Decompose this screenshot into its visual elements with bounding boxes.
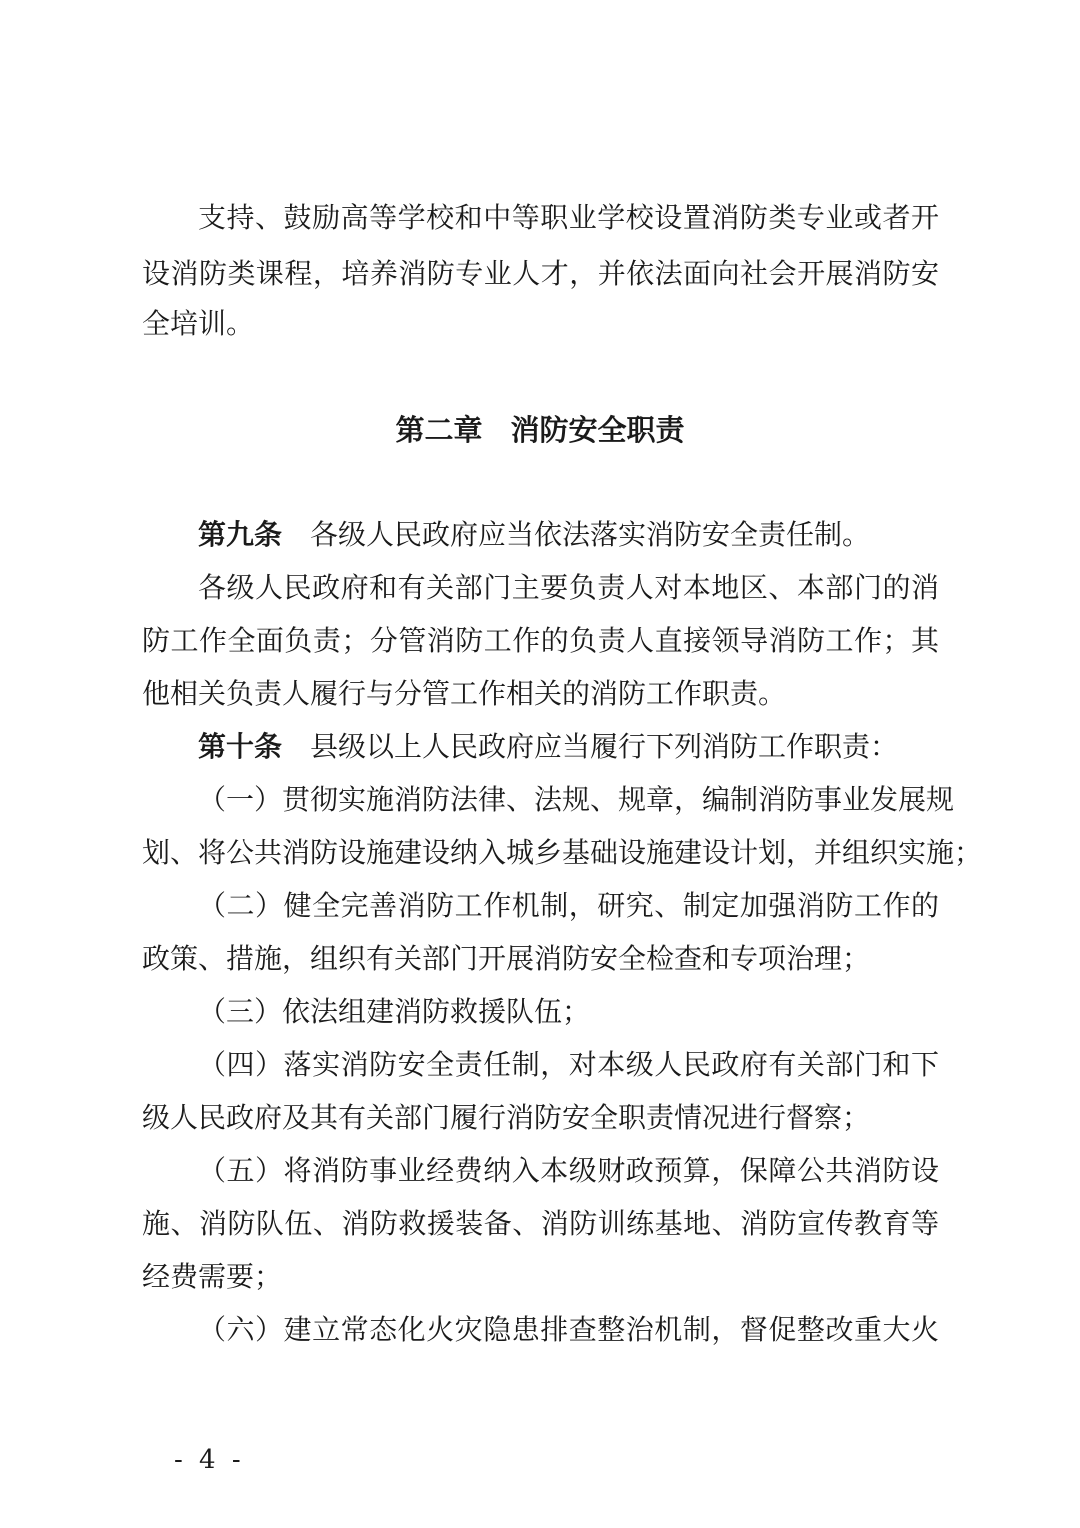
page-number: - 4 -: [174, 1445, 245, 1475]
intro-line-1: 支持、鼓励高等学校和中等职业学校设置消防类专业或者开: [198, 201, 939, 234]
article-10-label: 第十条: [198, 730, 283, 763]
item-5-line-2: 施、消防队伍、消防救援装备、消防训练基地、消防宣传教育等: [142, 1207, 939, 1240]
item-1-line-1: （一）贯彻实施消防法律、法规、规章，编制消防事业发展规: [198, 783, 955, 816]
article-9-para2-line-3: 他相关负责人履行与分管工作相关的消防工作职责。: [142, 677, 787, 710]
item-3-line-1: （三）依法组建消防救援队伍；: [198, 995, 591, 1028]
article-9-label: 第九条: [198, 518, 283, 551]
item-5-line-3: 经费需要；: [142, 1260, 283, 1293]
article-9-line: [198, 515, 939, 555]
article-9-para2-line-2: 防工作全面负责；分管消防工作的负责人直接领导消防工作；其: [142, 624, 939, 657]
item-4-line-1: （四）落实消防安全责任制，对本级人民政府有关部门和下: [198, 1048, 939, 1081]
item-5-line-1: （五）将消防事业经费纳入本级财政预算，保障公共消防设: [198, 1154, 939, 1187]
chapter-title: 消防安全职责: [510, 413, 685, 447]
chapter-heading: [0, 410, 1080, 450]
item-1-line-2: 划、将公共消防设施建设纳入城乡基础设施建设计划，并组织实施；: [142, 836, 983, 869]
item-6-line-1: （六）建立常态化火灾隐患排查整治机制，督促整改重大火: [198, 1313, 939, 1346]
intro-line-3: 全培训。: [142, 307, 255, 340]
article-9-para2-line-1: 各级人民政府和有关部门主要负责人对本地区、本部门的消: [198, 571, 939, 604]
article-10-text: 县级以上人民政府应当履行下列消防工作职责：: [310, 730, 899, 763]
article-10-line: [198, 727, 939, 767]
item-2-line-2: 政策、措施，组织有关部门开展消防安全检查和专项治理；: [142, 942, 871, 975]
intro-line-2: 设消防类课程，培养消防专业人才，并依法面向社会开展消防安: [142, 257, 939, 290]
article-9-text: 各级人民政府应当依法落实消防安全责任制。: [310, 518, 871, 551]
chapter-number: 第二章: [395, 413, 483, 447]
item-2-line-1: （二）健全完善消防工作机制，研究、制定加强消防工作的: [198, 889, 939, 922]
item-4-line-2: 级人民政府及其有关部门履行消防安全职责情况进行督察；: [142, 1101, 871, 1134]
